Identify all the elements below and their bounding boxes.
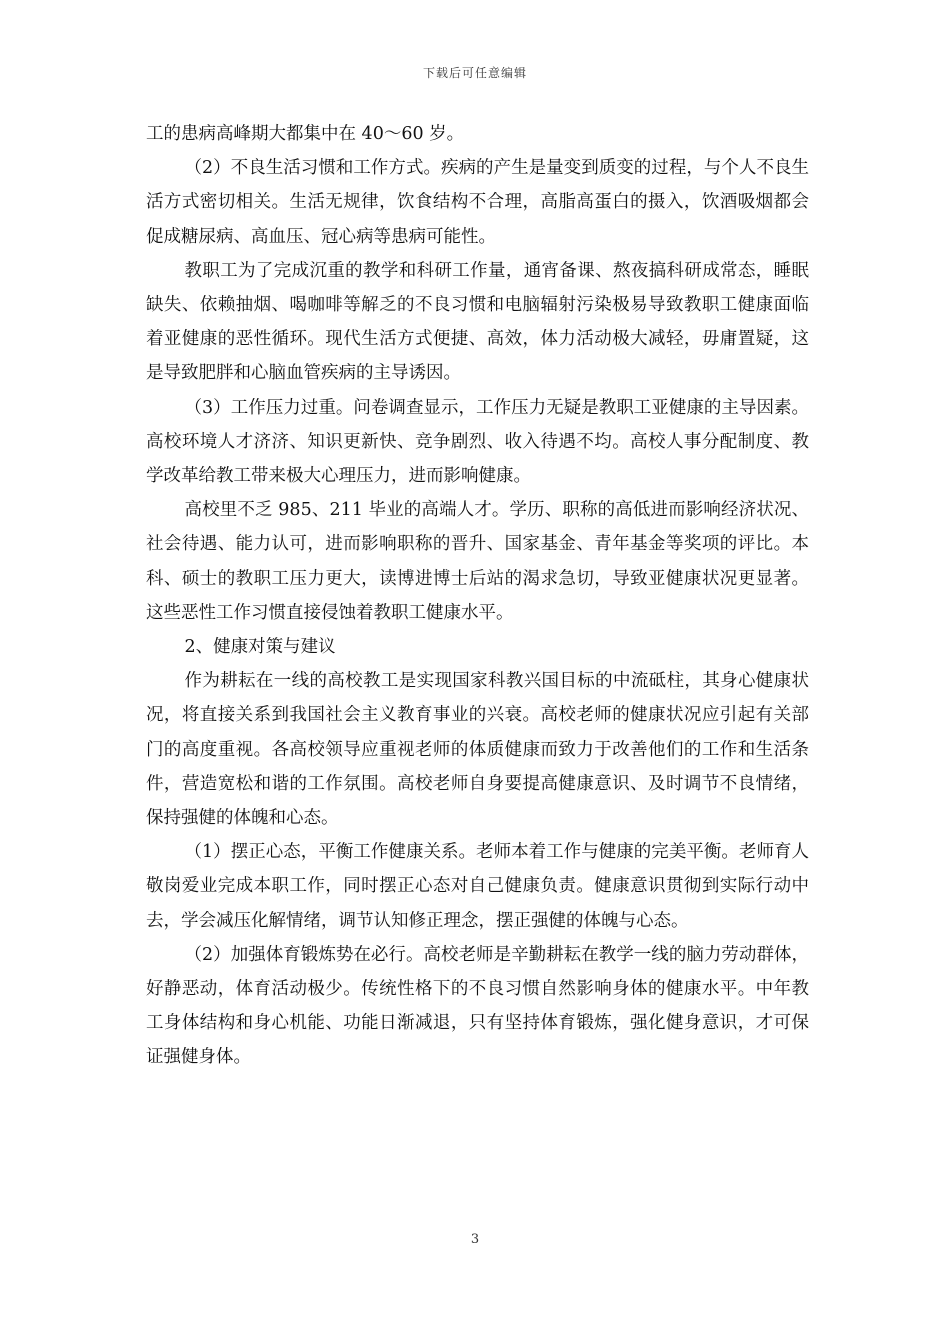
paragraph-item-1-mindset: （1）摆正心态，平衡工作健康关系。老师本着工作与健康的完美平衡。老师育人敬岗爱业完成本职工作，同时摆正心态对自己健康负责。健康意识贯彻到实际行动中去，学会减压化解情绪，调节认知修正理念，摆正强健的体魄与心态。 [146,842,809,931]
page-number: 3 [470,1232,480,1247]
paragraph-talent-competition: 高校里不乏 985、211 毕业的高端人才。学历、职称的高低进而影响经济状况、社会待遇、能力认可，进而影响职称的晋升、国家基金、青年基金等奖项的评比。本科、硕士的教职工压力更大，读博进博士后站的渴求急切，导致亚健康状况更显著。这些恶性工作习惯直接侵蚀着教职工健康水平。 [146,500,809,623]
paragraph-faculty-workload: 教职工为了完成沉重的教学和科研工作量，通宵备课、熬夜搞科研成常态，睡眠缺失、依赖抽烟、喝咖啡等解乏的不良习惯和电脑辐射污染极易导致教职工健康面临着亚健康的恶性循环。现代生活方式便捷、高效，体力活动极大减轻，毋庸置疑，这是导致肥胖和心脑血管疾病的主导诱因。 [146,260,809,384]
paragraph-health-importance: 作为耕耘在一线的高校教工是实现国家科教兴国目标的中流砥柱，其身心健康状况，将直接关系到我国社会主义教育事业的兴衰。高校老师的健康状况应引起有关部门的高度重视。各高校领导应重视老师的体质健康而致力于改善他们的工作和生活条件，营造宽松和谐的工作氛围。高校老师自身要提高健康意识、及时调节不良情绪，保持强健的体魄和心态。 [146,671,809,829]
section-heading-health-countermeasures: 2、健康对策与建议 [184,637,336,658]
document-body [146,117,809,1075]
paragraph-continuation: 工的患病高峰期大都集中在 40～60 岁。 [146,124,465,144]
page-header: 下载后可任意编辑 [422,66,527,80]
paragraph-item-2-exercise: （2）加强体育锻炼势在必行。高校老师是辛勤耕耘在教学一线的脑力劳动群体，好静恶动，体育活动极少。传统性格下的不良习惯自然影响身体的健康水平。中年教工身体结构和身心机能、功能日渐减退，只有坚持体育锻炼，强化健身意识，才可保证强健身体。 [146,944,809,1068]
paragraph-item-3-work-pressure: （3）工作压力过重。问卷调查显示，工作压力无疑是教职工亚健康的主导因素。高校环境人才济济、知识更新快、竞争剧烈、收入待遇不均。高校人事分配制度、教学改革给教工带来极大心理压力，进而影响健康。 [146,397,809,487]
paragraph-item-2-lifestyle: （2）不良生活习惯和工作方式。疾病的产生是量变到质变的过程，与个人不良生活方式密切相关。生活无规律，饮食结构不合理，高脂高蛋白的摄入，饮酒吸烟都会促成糖尿病、高血压、冠心病等患病可能性。 [146,158,809,247]
